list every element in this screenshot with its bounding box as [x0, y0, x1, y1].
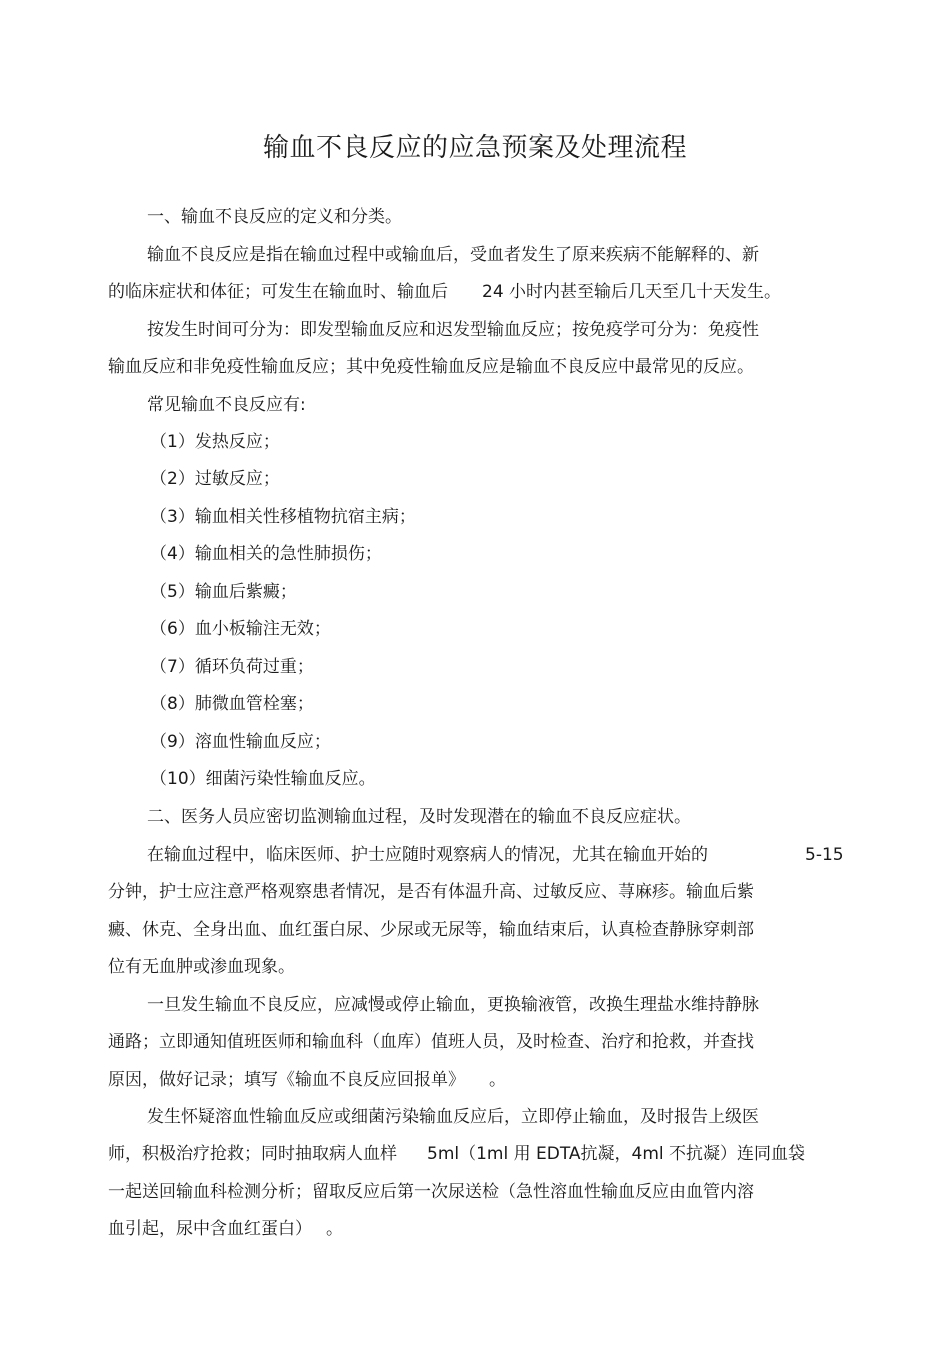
list-item: （6）血小板输注无效；	[150, 619, 331, 639]
paragraph-line: 一起送回输血科检测分析；留取反应后第一次尿送检（急性溶血性输血反应由血管内溶	[108, 1182, 754, 1202]
paragraph-line: 发生怀疑溶血性输血反应或细菌污染输血反应后，立即停止输血，及时报告上级医	[147, 1107, 759, 1127]
text-run: 师，积极治疗抢救；同时抽取病人血样	[108, 1144, 397, 1164]
paragraph-line: 通路；立即通知值班医师和输血科（血库）值班人员，及时检查、治疗和抢救，并查找	[108, 1032, 754, 1052]
text-run: 血引起，尿中含血红蛋白）	[108, 1219, 312, 1239]
text-run: 5ml（1ml 用 EDTA抗凝，4ml 不抗凝）连同血袋	[427, 1144, 806, 1164]
paragraph-line: 按发生时间可分为：即发型输血反应和迟发型输血反应；按免疫学可分为：免疫性	[147, 320, 759, 340]
paragraph-line: 癜、休克、全身出血、血红蛋白尿、少尿或无尿等，输血结束后，认真检查静脉穿刺部	[108, 920, 754, 940]
list-item: （4）输血相关的急性肺损伤；	[150, 544, 382, 564]
document-title: 输血不良反应的应急预案及处理流程	[262, 133, 687, 163]
section-1-heading: 一、输血不良反应的定义和分类。	[147, 207, 402, 227]
paragraph-line	[108, 1142, 805, 1166]
paragraph-line: 分钟，护士应注意严格观察患者情况，是否有体温升高、过敏反应、荨麻疹。输血后紫	[108, 882, 754, 902]
list-item: （9）溶血性输血反应；	[150, 732, 331, 752]
list-item: （7）循环负荷过重；	[150, 657, 314, 677]
list-item: （2）过敏反应；	[150, 469, 280, 489]
paragraph-line	[108, 1217, 343, 1241]
list-item: （10）细菌污染性输血反应。	[150, 769, 376, 789]
paragraph-line	[108, 1068, 506, 1092]
list-item: （1）发热反应；	[150, 432, 280, 452]
paragraph-line: 一旦发生输血不良反应，应减慢或停止输血，更换输液管，改换生理盐水维持静脉	[147, 995, 759, 1015]
paragraph-line: 输血不良反应是指在输血过程中或输血后，受血者发生了原来疾病不能解释的、新	[147, 245, 759, 265]
text-run: 。	[489, 1070, 506, 1090]
list-item: （5）输血后紫癜；	[150, 582, 297, 602]
paragraph-line	[108, 280, 781, 304]
paragraph-line: 输血反应和非免疫性输血反应；其中免疫性输血反应是输血不良反应中最常见的反应。	[108, 357, 754, 377]
list-intro: 常见输血不良反应有:	[147, 395, 306, 415]
list-item: （8）肺微血管栓塞；	[150, 694, 314, 714]
text-run: 24 小时内甚至输后几天至几十天发生。	[482, 282, 782, 302]
text-run: 。	[326, 1219, 343, 1239]
paragraph-line: 在输血过程中，临床医师、护士应随时观察病人的情况，尤其在输血开始的	[147, 845, 708, 865]
paragraph-line: 位有无血肿或渗血现象。	[108, 957, 295, 977]
section-2-heading: 二、医务人员应密切监测输血过程，及时发现潜在的输血不良反应症状。	[147, 807, 691, 827]
text-run: 5-15	[805, 845, 844, 865]
list-item: （3）输血相关性移植物抗宿主病；	[150, 507, 416, 527]
text-run: 的临床症状和体征；可发生在输血时、输血后	[108, 282, 448, 302]
text-run: 原因，做好记录；填写《输血不良反应回报单》	[108, 1070, 465, 1090]
